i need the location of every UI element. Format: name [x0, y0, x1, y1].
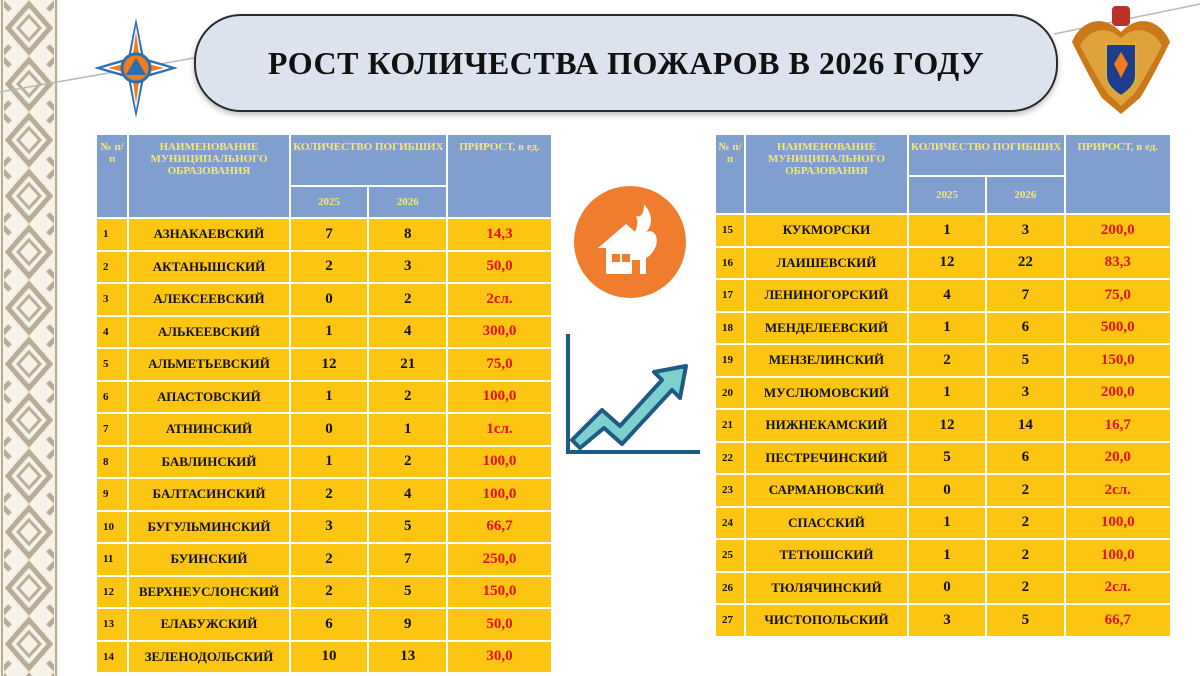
municipality-name: САРМАНОВСКИЙ	[746, 475, 907, 506]
table-row	[716, 540, 1170, 571]
municipality-name: ТЕТЮШСКИЙ	[746, 540, 907, 571]
deaths-2026: 3	[987, 378, 1063, 409]
municipality-name: ЛЕНИНОГОРСКИЙ	[746, 280, 907, 311]
deaths-2025: 2	[909, 345, 985, 376]
row-number: 17	[716, 280, 744, 311]
growth-arrow-chart-icon	[562, 330, 704, 458]
deaths-2025: 4	[909, 280, 985, 311]
increase-value: 150,0	[1066, 345, 1171, 376]
table-row	[97, 284, 551, 315]
municipality-name: АЛЬМЕТЬЕВСКИЙ	[129, 349, 288, 380]
municipality-name: ПЕСТРЕЧИНСКИЙ	[746, 443, 907, 474]
row-number: 19	[716, 345, 744, 376]
row-number: 26	[716, 573, 744, 604]
deaths-2025: 0	[291, 284, 368, 315]
row-number: 22	[716, 443, 744, 474]
increase-value: 14,3	[448, 219, 551, 250]
increase-value: 100,0	[448, 479, 551, 510]
row-number: 16	[716, 248, 744, 279]
row-number: 23	[716, 475, 744, 506]
row-number: 20	[716, 378, 744, 409]
left-ornament-border	[0, 0, 58, 676]
increase-value: 200,0	[1066, 215, 1171, 246]
municipality-name: МЕНЗЕЛИНСКИЙ	[746, 345, 907, 376]
header-year-2025: 2025	[909, 177, 985, 213]
increase-value: 66,7	[448, 512, 551, 543]
deaths-2025: 7	[291, 219, 368, 250]
table-row	[97, 219, 551, 250]
deaths-2026: 5	[987, 345, 1063, 376]
municipality-name: ЛАИШЕВСКИЙ	[746, 248, 907, 279]
increase-value: 1сл.	[448, 414, 551, 445]
deaths-2025: 1	[291, 447, 368, 478]
deaths-2026: 2	[987, 540, 1063, 571]
table-row	[97, 642, 551, 673]
header-year-2026: 2026	[987, 177, 1063, 213]
row-number: 11	[97, 544, 127, 575]
header-municipality: НАИМЕНОВАНИЕ МУНИЦИПАЛЬНОГО ОБРАЗОВАНИЯ	[746, 135, 907, 213]
deaths-2026: 1	[369, 414, 446, 445]
increase-value: 2сл.	[1066, 573, 1171, 604]
table-row	[97, 479, 551, 510]
municipality-name: ЕЛАБУЖСКИЙ	[129, 609, 288, 640]
increase-value: 30,0	[448, 642, 551, 673]
table-row	[97, 609, 551, 640]
header-year-2025: 2025	[291, 187, 368, 217]
deaths-2025: 2	[291, 252, 368, 283]
deaths-2025: 1	[909, 378, 985, 409]
header-increase: ПРИРОСТ, в ед.	[1066, 135, 1171, 213]
deaths-2025: 0	[909, 475, 985, 506]
table-row	[716, 573, 1170, 604]
deaths-2025: 6	[291, 609, 368, 640]
table-row	[97, 382, 551, 413]
table-row	[97, 317, 551, 348]
table-row	[97, 577, 551, 608]
fire-deaths-table-left	[95, 133, 553, 674]
table-row	[716, 475, 1170, 506]
deaths-2025: 1	[909, 508, 985, 539]
header-deaths: КОЛИЧЕСТВО ПОГИБШИХ	[909, 135, 1064, 175]
table-row	[97, 512, 551, 543]
deaths-2026: 5	[987, 605, 1063, 636]
municipality-name: БУГУЛЬМИНСКИЙ	[129, 512, 288, 543]
municipality-name: БАЛТАСИНСКИЙ	[129, 479, 288, 510]
table-row	[716, 605, 1170, 636]
deaths-2025: 1	[909, 540, 985, 571]
increase-value: 100,0	[1066, 508, 1171, 539]
deaths-2025: 2	[291, 479, 368, 510]
row-number: 18	[716, 313, 744, 344]
header-number: № п/п	[97, 135, 127, 217]
header-municipality: НАИМЕНОВАНИЕ МУНИЦИПАЛЬНОГО ОБРАЗОВАНИЯ	[129, 135, 288, 217]
municipality-name: АЗНАКАЕВСКИЙ	[129, 219, 288, 250]
deaths-2026: 2	[987, 475, 1063, 506]
house-fire-icon	[574, 186, 686, 298]
increase-value: 100,0	[448, 447, 551, 478]
municipality-name: БУИНСКИЙ	[129, 544, 288, 575]
table-row	[716, 378, 1170, 409]
deaths-2026: 21	[369, 349, 446, 380]
deaths-2025: 1	[909, 215, 985, 246]
row-number: 3	[97, 284, 127, 315]
title-banner	[194, 14, 1058, 112]
municipality-name: ТЮЛЯЧИНСКИЙ	[746, 573, 907, 604]
increase-value: 75,0	[1066, 280, 1171, 311]
municipality-name: АЛЕКСЕЕВСКИЙ	[129, 284, 288, 315]
deaths-2025: 1	[291, 382, 368, 413]
row-number: 4	[97, 317, 127, 348]
municipality-name: ВЕРХНЕУСЛОНСКИЙ	[129, 577, 288, 608]
row-number: 9	[97, 479, 127, 510]
increase-value: 2сл.	[448, 284, 551, 315]
table-row	[97, 252, 551, 283]
row-number: 2	[97, 252, 127, 283]
deaths-2026: 4	[369, 317, 446, 348]
row-number: 14	[97, 642, 127, 673]
increase-value: 20,0	[1066, 443, 1171, 474]
deaths-2025: 1	[291, 317, 368, 348]
table-row	[716, 215, 1170, 246]
deaths-2025: 0	[291, 414, 368, 445]
increase-value: 50,0	[448, 609, 551, 640]
deaths-2026: 2	[369, 382, 446, 413]
deaths-2026: 5	[369, 512, 446, 543]
deaths-2025: 5	[909, 443, 985, 474]
deaths-2025: 0	[909, 573, 985, 604]
deaths-2025: 2	[291, 577, 368, 608]
page-title: РОСТ КОЛИЧЕСТВА ПОЖАРОВ В 2026 ГОДУ	[267, 44, 985, 81]
municipality-name: МУСЛЮМОВСКИЙ	[746, 378, 907, 409]
row-number: 7	[97, 414, 127, 445]
deaths-2025: 12	[909, 248, 985, 279]
increase-value: 75,0	[448, 349, 551, 380]
row-number: 10	[97, 512, 127, 543]
increase-value: 100,0	[1066, 540, 1171, 571]
municipality-name: МЕНДЕЛЕЕВСКИЙ	[746, 313, 907, 344]
deaths-2026: 4	[369, 479, 446, 510]
deaths-2026: 13	[369, 642, 446, 673]
increase-value: 250,0	[448, 544, 551, 575]
deaths-2026: 6	[987, 313, 1063, 344]
table-row	[97, 544, 551, 575]
deaths-2025: 12	[291, 349, 368, 380]
municipality-name: АПАСТОВСКИЙ	[129, 382, 288, 413]
deaths-2025: 3	[291, 512, 368, 543]
table-row	[97, 447, 551, 478]
municipality-name: БАВЛИНСКИЙ	[129, 447, 288, 478]
row-number: 27	[716, 605, 744, 636]
deaths-2026: 14	[987, 410, 1063, 441]
municipality-name: ЧИСТОПОЛЬСКИЙ	[746, 605, 907, 636]
header-year-2026: 2026	[369, 187, 446, 217]
deaths-2026: 7	[987, 280, 1063, 311]
header-number: № п/п	[716, 135, 744, 213]
deaths-2025: 1	[909, 313, 985, 344]
row-number: 21	[716, 410, 744, 441]
deaths-2025: 10	[291, 642, 368, 673]
deaths-2026: 3	[987, 215, 1063, 246]
increase-value: 50,0	[448, 252, 551, 283]
row-number: 12	[97, 577, 127, 608]
municipality-name: ЗЕЛЕНОДОЛЬСКИЙ	[129, 642, 288, 673]
deaths-2025: 2	[291, 544, 368, 575]
municipality-name: АТНИНСКИЙ	[129, 414, 288, 445]
deaths-2025: 12	[909, 410, 985, 441]
increase-value: 300,0	[448, 317, 551, 348]
row-number: 13	[97, 609, 127, 640]
table-row	[716, 443, 1170, 474]
table-row	[716, 248, 1170, 279]
deaths-2026: 2	[369, 447, 446, 478]
emergency-star-emblem-icon	[94, 18, 178, 118]
deaths-2026: 9	[369, 609, 446, 640]
fire-deaths-table-right	[714, 133, 1172, 638]
deaths-2026: 22	[987, 248, 1063, 279]
deaths-2026: 2	[987, 573, 1063, 604]
deaths-2026: 8	[369, 219, 446, 250]
increase-value: 2сл.	[1066, 475, 1171, 506]
row-number: 8	[97, 447, 127, 478]
deaths-2026: 2	[369, 284, 446, 315]
header-increase: ПРИРОСТ, в ед.	[448, 135, 551, 217]
emercom-crest-icon	[1072, 2, 1170, 120]
increase-value: 100,0	[448, 382, 551, 413]
table-row	[716, 410, 1170, 441]
deaths-2026: 6	[987, 443, 1063, 474]
row-number: 25	[716, 540, 744, 571]
table-row	[716, 313, 1170, 344]
increase-value: 200,0	[1066, 378, 1171, 409]
table-row	[716, 508, 1170, 539]
table-row	[97, 414, 551, 445]
increase-value: 16,7	[1066, 410, 1171, 441]
increase-value: 150,0	[448, 577, 551, 608]
deaths-2026: 5	[369, 577, 446, 608]
increase-value: 66,7	[1066, 605, 1171, 636]
municipality-name: КУКМОРСКИ	[746, 215, 907, 246]
row-number: 1	[97, 219, 127, 250]
row-number: 6	[97, 382, 127, 413]
municipality-name: СПАССКИЙ	[746, 508, 907, 539]
municipality-name: НИЖНЕКАМСКИЙ	[746, 410, 907, 441]
increase-value: 83,3	[1066, 248, 1171, 279]
deaths-2025: 3	[909, 605, 985, 636]
deaths-2026: 7	[369, 544, 446, 575]
municipality-name: АКТАНЫШСКИЙ	[129, 252, 288, 283]
table-row	[716, 345, 1170, 376]
table-row	[716, 280, 1170, 311]
deaths-2026: 2	[987, 508, 1063, 539]
table-row	[97, 349, 551, 380]
row-number: 15	[716, 215, 744, 246]
header-deaths: КОЛИЧЕСТВО ПОГИБШИХ	[291, 135, 446, 185]
increase-value: 500,0	[1066, 313, 1171, 344]
row-number: 5	[97, 349, 127, 380]
municipality-name: АЛЬКЕЕВСКИЙ	[129, 317, 288, 348]
deaths-2026: 3	[369, 252, 446, 283]
row-number: 24	[716, 508, 744, 539]
